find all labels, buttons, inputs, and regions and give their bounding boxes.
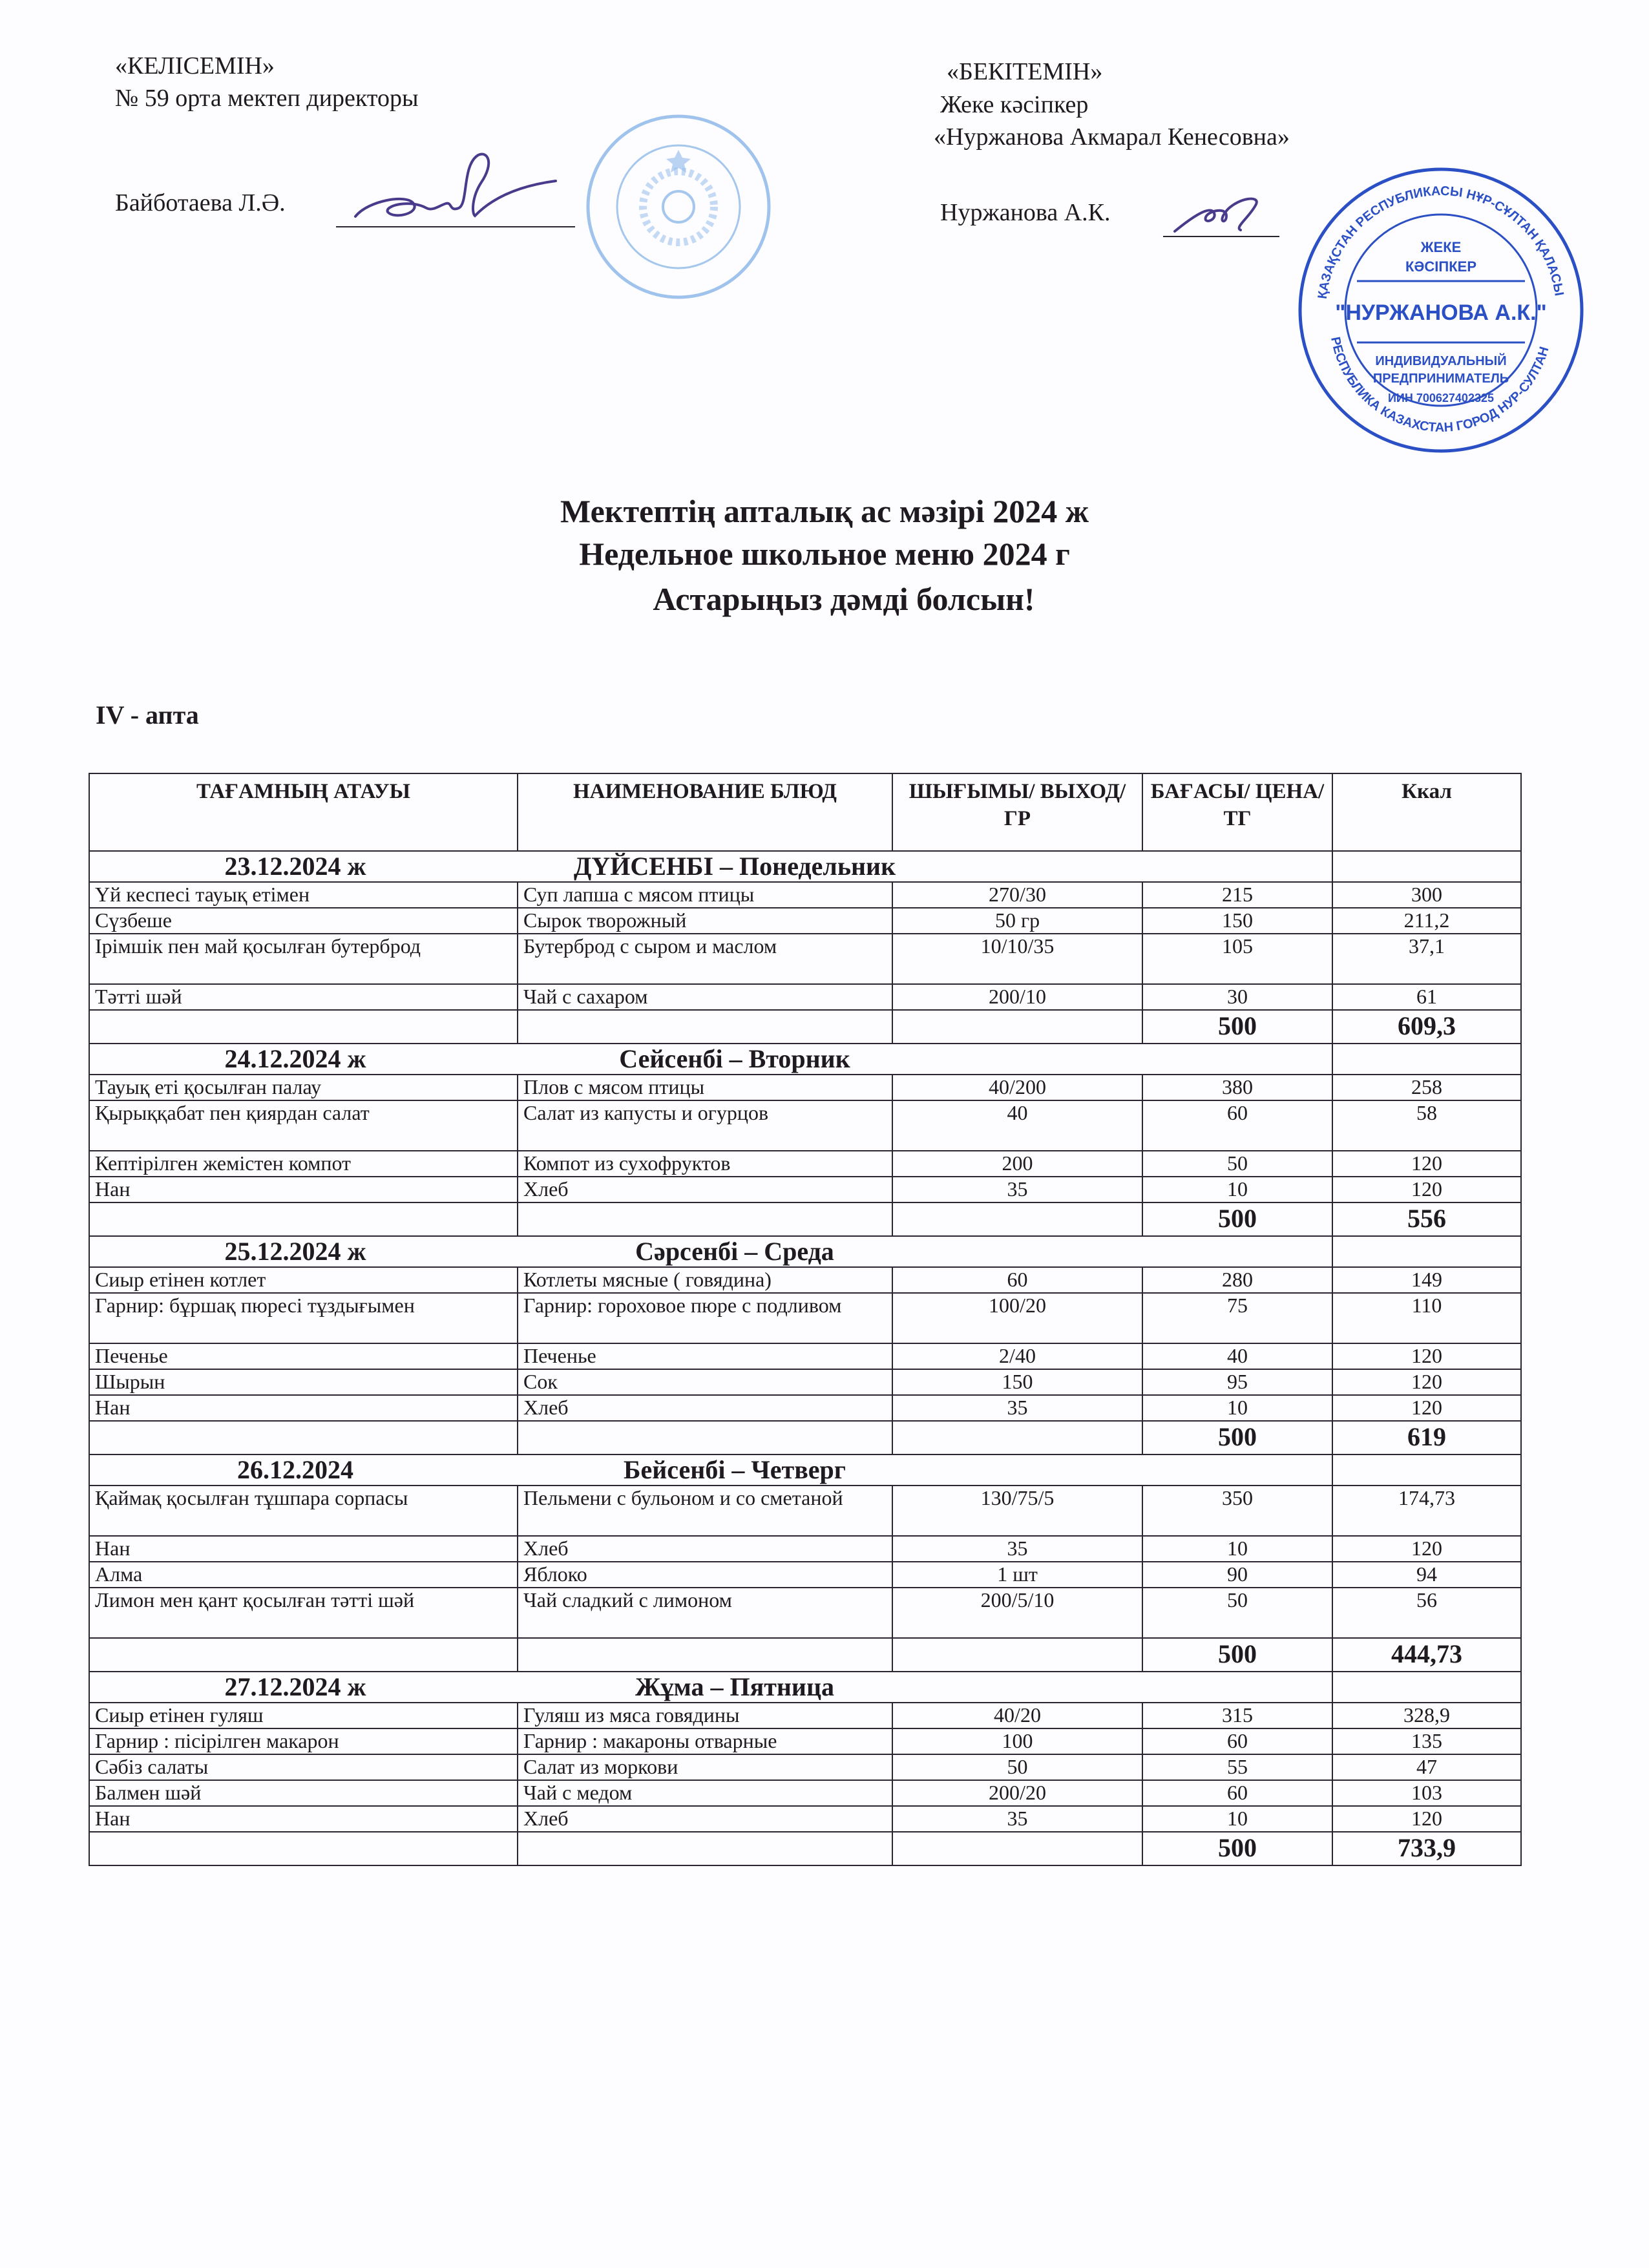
menu-item-row [89,882,1521,908]
day-header [89,851,1332,882]
dish-kcal: 174,73 [1332,1486,1521,1536]
day-total-row [89,1010,1521,1044]
dish-name-ru: Гарнир : макароны отварные [518,1728,892,1754]
total-empty-yield [892,1421,1142,1454]
approval-left-position: № 59 орта мектеп директоры [115,85,419,112]
day-name: Сейсенбі – Вторник [619,1044,850,1073]
day-header-kcal-empty [1332,1454,1521,1486]
dish-name-ru: Чай сладкий с лимоном [518,1588,892,1638]
dish-name-kz: Сәбіз салаты [89,1754,518,1780]
day-name: Сәрсенбі – Среда [635,1237,834,1266]
menu-item-row [89,1754,1521,1780]
dish-price: 10 [1142,1536,1332,1562]
dish-yield: 10/10/35 [892,934,1142,984]
school-seal-stamp [582,110,775,304]
day-header-kcal-empty [1332,1236,1521,1267]
dish-price: 60 [1142,1100,1332,1151]
menu-item-row [89,1177,1521,1202]
dish-kcal: 103 [1332,1780,1521,1806]
menu-item-row [89,1151,1521,1177]
day-header [89,1672,1332,1703]
dish-name-ru: Котлеты мясные ( говядина) [518,1267,892,1293]
total-empty-yield [892,1202,1142,1236]
dish-name-kz: Сүзбеше [89,908,518,934]
total-empty-ru [518,1832,892,1865]
dish-yield: 200/5/10 [892,1588,1142,1638]
director-signature [349,149,569,223]
total-kcal: 444,73 [1332,1638,1521,1672]
dish-kcal: 94 [1332,1562,1521,1588]
dish-name-ru: Чай с медом [518,1780,892,1806]
signature-line-left [336,226,575,227]
dish-price: 380 [1142,1075,1332,1100]
dish-price: 75 [1142,1293,1332,1343]
menu-item-row [89,1395,1521,1421]
menu-item-row [89,1703,1521,1728]
menu-table [89,773,1522,1866]
stamp-iin: ИИН 700627402325 [1387,392,1495,404]
total-price: 500 [1142,1202,1332,1236]
menu-item-row [89,1536,1521,1562]
stamp-inner-top-2: КӘСІПКЕР [1405,258,1476,275]
dish-price: 350 [1142,1486,1332,1536]
dish-kcal: 110 [1332,1293,1521,1343]
day-date: 25.12.2024 ж [224,1237,366,1266]
dish-name-kz: Гарнир : пісірілген макарон [89,1728,518,1754]
day-header-kcal-empty [1332,851,1521,882]
dish-kcal: 120 [1332,1151,1521,1177]
dish-name-ru: Компот из сухофруктов [518,1151,892,1177]
total-kcal: 556 [1332,1202,1521,1236]
entrepreneur-signature [1170,194,1279,234]
dish-name-kz: Сиыр етінен котлет [89,1267,518,1293]
approval-right-signer: Нуржанова А.К. [940,199,1111,226]
title-greeting: Астарыңыз дәмді болсын! [653,581,1035,617]
dish-kcal: 120 [1332,1369,1521,1395]
day-header-row [89,1672,1521,1703]
dish-yield: 200 [892,1151,1142,1177]
day-total-row [89,1638,1521,1672]
dish-kcal: 300 [1332,882,1521,908]
dish-price: 95 [1142,1369,1332,1395]
menu-item-row [89,1486,1521,1536]
total-empty-ru [518,1638,892,1672]
dish-name-kz: Қаймақ қосылған тұшпара сорпасы [89,1486,518,1536]
total-kcal: 733,9 [1332,1832,1521,1865]
stamp-outer-bottom-text: РЕСПУБЛИКА КАЗАХСТАН ГОРОД НУР-СУЛТАН [1328,335,1552,436]
dish-yield: 35 [892,1536,1142,1562]
menu-item-row [89,1588,1521,1638]
dish-price: 30 [1142,984,1332,1010]
dish-name-kz: Балмен шәй [89,1780,518,1806]
stamp-inner-bottom-2: ПРЕДПРИНИМАТЕЛЬ [1372,372,1509,386]
dish-name-kz: Қырыққабат пен қиярдан салат [89,1100,518,1151]
dish-name-kz: Алма [89,1562,518,1588]
dish-name-ru: Суп лапша с мясом птицы [518,882,892,908]
total-empty-kz [89,1638,518,1672]
dish-yield: 40/200 [892,1075,1142,1100]
menu-item-row [89,934,1521,984]
dish-name-ru: Хлеб [518,1395,892,1421]
day-name: Бейсенбі – Четверг [624,1455,846,1484]
menu-item-row [89,1293,1521,1343]
dish-price: 60 [1142,1780,1332,1806]
dish-name-ru: Хлеб [518,1177,892,1202]
week-label: IV - апта [96,700,199,730]
dish-yield: 150 [892,1369,1142,1395]
menu-item-row [89,1369,1521,1395]
dish-price: 150 [1142,908,1332,934]
signature-line-right [1163,236,1279,237]
day-header [89,1236,1332,1267]
total-empty-yield [892,1010,1142,1044]
dish-name-kz: Тауық еті қосылған палау [89,1075,518,1100]
dish-name-ru: Сок [518,1369,892,1395]
day-header-kcal-empty [1332,1044,1521,1075]
total-empty-ru [518,1202,892,1236]
svg-text:ҚАЗАҚСТАН РЕСПУБЛИКАСЫ НҰР-СҰЛ [1316,184,1566,300]
total-kcal: 609,3 [1332,1010,1521,1044]
dish-price: 40 [1142,1343,1332,1369]
dish-name-ru: Бутерброд с сыром и маслом [518,934,892,984]
day-name: ДҮЙСЕНБІ – Понедельник [573,852,896,881]
day-total-row [89,1832,1521,1865]
total-empty-kz [89,1832,518,1865]
dish-name-ru: Чай с сахаром [518,984,892,1010]
dish-price: 315 [1142,1703,1332,1728]
day-date: 26.12.2024 [237,1455,353,1484]
dish-yield: 270/30 [892,882,1142,908]
dish-kcal: 61 [1332,984,1521,1010]
dish-yield: 35 [892,1806,1142,1832]
dish-price: 50 [1142,1151,1332,1177]
day-header-row [89,1236,1521,1267]
day-date: 27.12.2024 ж [224,1672,366,1701]
header-yield: ШЫҒЫМЫ/ ВЫХОД/ГР [892,773,1142,851]
dish-price: 60 [1142,1728,1332,1754]
total-empty-yield [892,1638,1142,1672]
stamp-inner-bottom-1: ИНДИВИДУАЛЬНЫЙ [1375,354,1507,368]
dish-name-kz: Гарнир: бұршақ пюресі тұздығымен [89,1293,518,1343]
total-empty-kz [89,1202,518,1236]
header-row [89,773,1521,851]
dish-yield: 50 гр [892,908,1142,934]
dish-yield: 130/75/5 [892,1486,1142,1536]
stamp-inner-top-1: ЖЕКЕ [1420,239,1462,255]
dish-yield: 40 [892,1100,1142,1151]
dish-name-kz: Нан [89,1536,518,1562]
dish-price: 10 [1142,1395,1332,1421]
dish-price: 50 [1142,1588,1332,1638]
header-price: БАҒАСЫ/ ЦЕНА/ТГ [1142,773,1332,851]
menu-item-row [89,1267,1521,1293]
total-empty-ru [518,1010,892,1044]
total-price: 500 [1142,1421,1332,1454]
dish-kcal: 120 [1332,1806,1521,1832]
total-empty-kz [89,1010,518,1044]
approval-right-heading: «БЕКІТЕМІН» [947,58,1103,85]
day-name: Жұма – Пятница [635,1672,835,1701]
stamp-outer-top-text: ҚАЗАҚСТАН РЕСПУБЛИКАСЫ НҰР-СҰЛТАН ҚАЛАСЫ [1315,184,1566,300]
dish-name-ru: Пельмени с бульоном и со сметаной [518,1486,892,1536]
dish-yield: 100/20 [892,1293,1142,1343]
dish-kcal: 120 [1332,1395,1521,1421]
dish-yield: 100 [892,1728,1142,1754]
total-price: 500 [1142,1832,1332,1865]
day-total-row [89,1421,1521,1454]
dish-yield: 200/10 [892,984,1142,1010]
dish-price: 10 [1142,1806,1332,1832]
day-header-row [89,851,1521,882]
dish-name-ru: Гарнир: гороховое пюре с подливом [518,1293,892,1343]
dish-name-kz: Үй кеспесі тауық етімен [89,882,518,908]
dish-name-kz: Лимон мен қант қосылған тәтті шәй [89,1588,518,1638]
dish-yield: 200/20 [892,1780,1142,1806]
dish-kcal: 120 [1332,1343,1521,1369]
dish-kcal: 211,2 [1332,908,1521,934]
dish-name-kz: Кептірілген жемістен компот [89,1151,518,1177]
dish-name-kz: Нан [89,1395,518,1421]
dish-name-kz: Нан [89,1177,518,1202]
dish-name-ru: Плов с мясом птицы [518,1075,892,1100]
menu-item-row [89,1075,1521,1100]
dish-yield: 2/40 [892,1343,1142,1369]
dish-name-kz: Ірімшік пен май қосылған бутерброд [89,934,518,984]
menu-item-row [89,1780,1521,1806]
day-date: 23.12.2024 ж [224,852,366,881]
dish-yield: 35 [892,1177,1142,1202]
dish-yield: 60 [892,1267,1142,1293]
menu-item-row [89,1343,1521,1369]
day-header [89,1044,1332,1075]
dish-yield: 50 [892,1754,1142,1780]
dish-name-kz: Нан [89,1806,518,1832]
header-kz-name: ТАҒАМНЫҢ АТАУЫ [89,773,518,851]
total-price: 500 [1142,1638,1332,1672]
dish-price: 280 [1142,1267,1332,1293]
menu-item-row [89,908,1521,934]
menu-item-row [89,1728,1521,1754]
dish-name-ru: Гуляш из мяса говядины [518,1703,892,1728]
dish-kcal: 58 [1332,1100,1521,1151]
approval-left-heading: «КЕЛІСЕМІН» [115,52,275,79]
total-kcal: 619 [1332,1421,1521,1454]
dish-name-ru: Хлеб [518,1536,892,1562]
dish-yield: 40/20 [892,1703,1142,1728]
menu-item-row [89,1562,1521,1588]
title-kz: Мектептің апталық ас мәзірі 2024 ж [560,493,1089,529]
dish-kcal: 258 [1332,1075,1521,1100]
total-price: 500 [1142,1010,1332,1044]
dish-name-ru: Салат из капусты и огурцов [518,1100,892,1151]
dish-price: 90 [1142,1562,1332,1588]
dish-name-kz: Шырын [89,1369,518,1395]
total-empty-ru [518,1421,892,1454]
dish-name-ru: Печенье [518,1343,892,1369]
dish-name-ru: Салат из моркови [518,1754,892,1780]
approval-left-signer: Байботаева Л.Ә. [115,189,286,216]
total-empty-kz [89,1421,518,1454]
header-ru-name: НАИМЕНОВАНИЕ БЛЮД [518,773,892,851]
dish-kcal: 120 [1332,1177,1521,1202]
day-header-row [89,1044,1521,1075]
dish-price: 55 [1142,1754,1332,1780]
dish-name-ru: Яблоко [518,1562,892,1588]
day-date: 24.12.2024 ж [224,1044,366,1073]
dish-name-kz: Сиыр етінен гуляш [89,1703,518,1728]
day-header-row [89,1454,1521,1486]
dish-name-kz: Тәтті шәй [89,984,518,1010]
dish-name-ru: Сырок творожный [518,908,892,934]
dish-kcal: 328,9 [1332,1703,1521,1728]
dish-kcal: 47 [1332,1754,1521,1780]
day-total-row [89,1202,1521,1236]
total-empty-yield [892,1832,1142,1865]
dish-kcal: 135 [1332,1728,1521,1754]
day-header [89,1454,1332,1486]
svg-text:РЕСПУБЛИКА КАЗАХСТАН ГОРОД НУР [1328,336,1551,435]
stamp-center-text: "НУРЖАНОВА А.К." [1335,300,1547,325]
dish-kcal: 149 [1332,1267,1521,1293]
entrepreneur-seal-stamp [1292,162,1590,459]
dish-price: 215 [1142,882,1332,908]
dish-kcal: 37,1 [1332,934,1521,984]
menu-item-row [89,1806,1521,1832]
dish-price: 10 [1142,1177,1332,1202]
title-ru: Недельное школьное меню 2024 г [579,536,1070,572]
header-kcal: Ккал [1332,773,1521,851]
dish-yield: 35 [892,1395,1142,1421]
dish-kcal: 56 [1332,1588,1521,1638]
menu-item-row [89,1100,1521,1151]
day-header-kcal-empty [1332,1672,1521,1703]
approval-right-company: «Нуржанова Акмарал Кенесовна» [934,123,1290,151]
dish-price: 105 [1142,934,1332,984]
dish-name-ru: Хлеб [518,1806,892,1832]
menu-item-row [89,984,1521,1010]
dish-kcal: 120 [1332,1536,1521,1562]
dish-yield: 1 шт [892,1562,1142,1588]
dish-name-kz: Печенье [89,1343,518,1369]
approval-right-position: Жеке кәсіпкер [940,91,1089,118]
